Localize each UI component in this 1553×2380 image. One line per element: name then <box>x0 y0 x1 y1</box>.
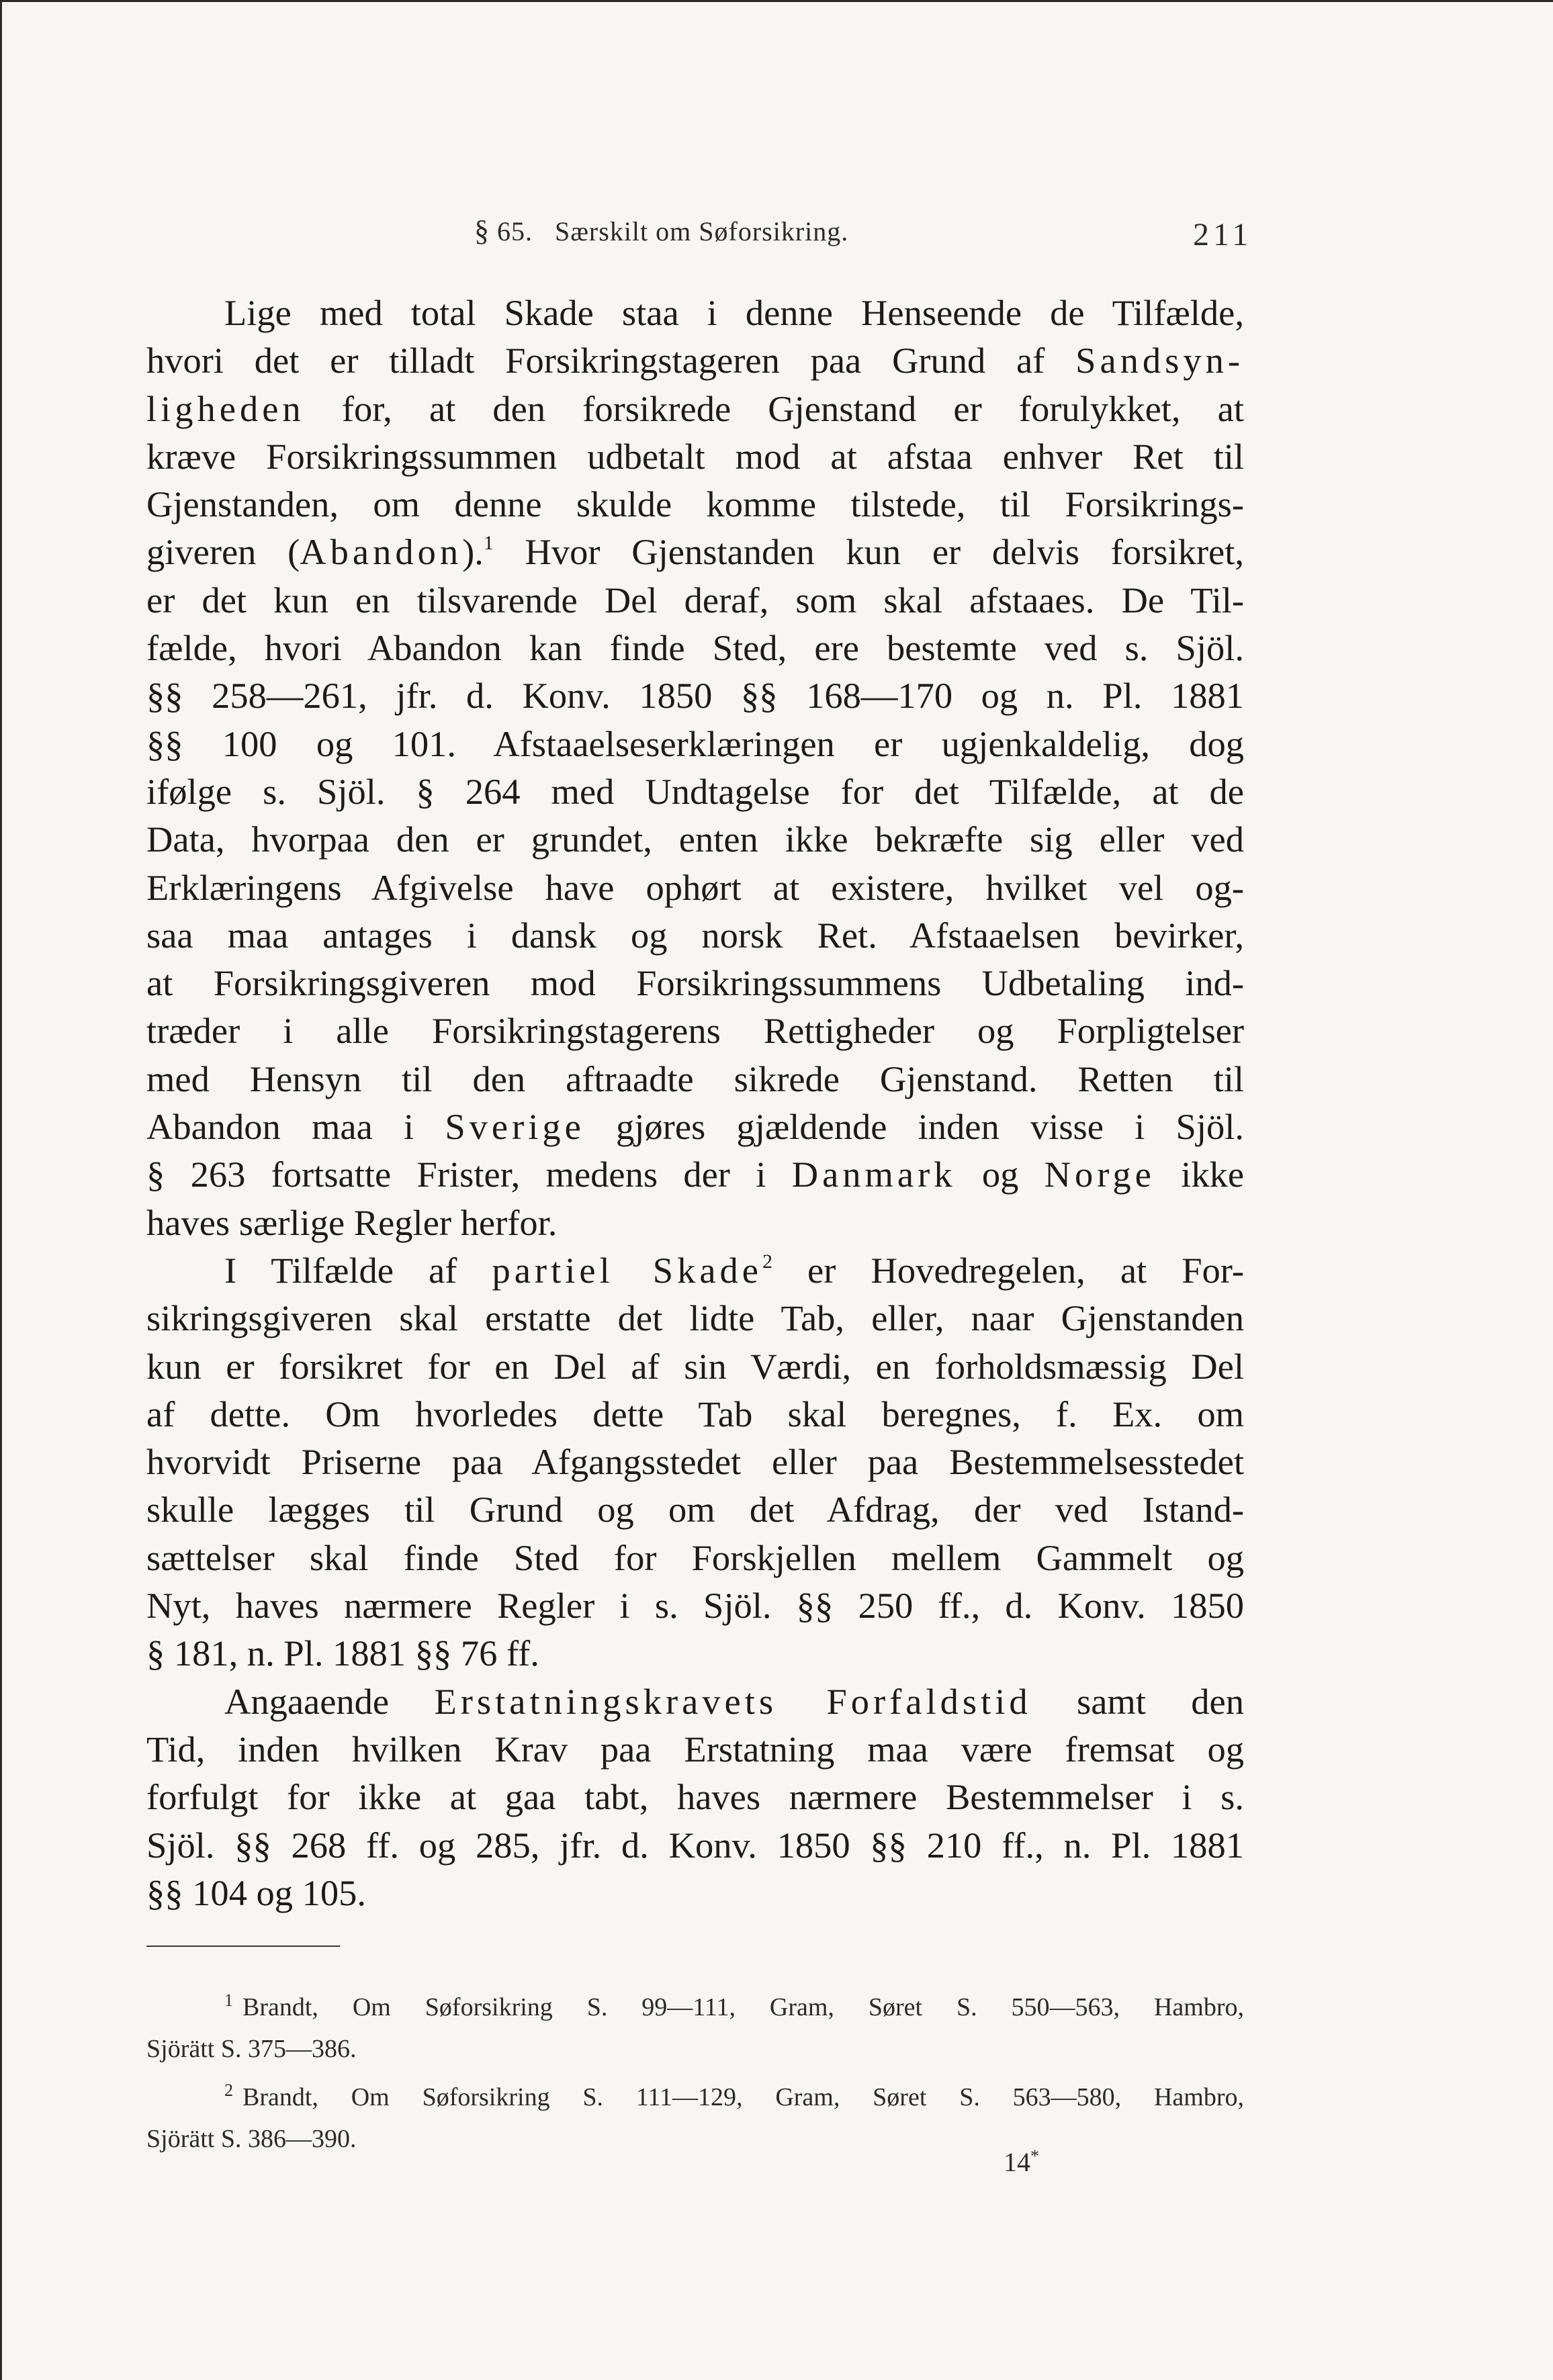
text-line: Abandon maa i Sverige gjøres gjældende inden visse i Sjöl. <box>146 1106 1244 1148</box>
text-line: hvorvidt Priserne paa Afgangsstedet eller paa Bestemmelsesstedet <box>146 1441 1244 1483</box>
footnote-line: Sjörätt S. 375—386. <box>146 2035 357 2063</box>
text-line: ifølge s. Sjöl. § 264 med Undtagelse for det Tilfælde, at de <box>146 770 1244 812</box>
text-line: saa maa antages i dansk og norsk Ret. Afstaaelsen bevirker, <box>146 914 1244 956</box>
footnote-marker: 2 <box>224 2080 233 2100</box>
signature-number: 14 <box>1004 2147 1030 2177</box>
text-line: er det kun en tilsvarende Del deraf, som skal afstaaes. De Til- <box>146 579 1244 621</box>
emphasis-sverige: Sverige <box>445 1106 585 1148</box>
text-line: forfulgt for ikke at gaa tabt, haves nærmere Bestemmelser i s. <box>146 1776 1244 1818</box>
text-line: kræve Forsikringssummen udbetalt mod at afstaa enhver Ret til <box>146 435 1244 477</box>
footnote-line: Sjörätt S. 386—390. <box>146 2125 357 2153</box>
text-line: I Tilfælde af partiel Skade$^2$ er Hovedregelen, at For- <box>224 1249 1244 1291</box>
footnote-marker: 1 <box>224 1990 233 2010</box>
text-line: Angaaende Erstatningskravets Forfaldstid samt den <box>224 1680 1244 1722</box>
text-line: Erklæringens Afgivelse have ophørt at existere, hvilket vel og- <box>146 866 1244 908</box>
text-line: træder i alle Forsikringstagerens Rettigheder og Forpligtelser <box>146 1010 1244 1052</box>
emphasis-danmark: Danmark <box>791 1154 957 1195</box>
text-line: Gjenstanden, om denne skulde komme tilstede, til Forsikrings- <box>146 484 1244 525</box>
text-line: Lige med total Skade staa i denne Henseende de Tilfælde, <box>224 292 1244 333</box>
text-line: af dette. Om hvorledes dette Tab skal beregnes, f. Ex. om <box>146 1393 1244 1434</box>
text-line: kun er forsikret for en Del af sin Værdi, en forholdsmæssig Del <box>146 1345 1244 1387</box>
text-line: Sjöl. §§ 268 ff. og 285, jfr. d. Konv. 1850 §§ 210 ff., n. Pl. 1881 <box>146 1824 1244 1866</box>
emphasis-abandon: Abandon <box>300 531 463 573</box>
page-number: 211 <box>1193 217 1253 253</box>
text-line: sættelser skal finde Sted for Forskjellen mellem Gammelt og <box>146 1537 1244 1578</box>
section-mark: § <box>474 214 490 247</box>
text-line: §§ 100 og 101. Afstaaelseserklæringen er ugjenkaldelig, dog <box>146 723 1244 764</box>
text-line: haves særlige Regler herfor. <box>146 1201 558 1243</box>
text-line: § 181, n. Pl. 1881 §§ 76 ff. <box>146 1633 539 1674</box>
emphasis-forfaldstid: Erstatningskravets Forfaldstid <box>434 1680 1032 1722</box>
paragraph-3 <box>146 1678 1244 1917</box>
text-line: fælde, hvori Abandon kan finde Sted, ere bestemte ved s. Sjöl. <box>146 627 1244 669</box>
text-line: giveren (Abandon).$^1$ Hvor Gjenstanden kun er delvis forsikret, <box>146 531 1244 573</box>
text-line: hvori det er tilladt Forsikringstageren paa Grund af Sandsyn- <box>146 340 1244 381</box>
footnote-ref-1: 1 <box>483 532 494 555</box>
emphasis-partiel-skade: partiel Skade <box>492 1249 762 1291</box>
paragraph-1 <box>146 289 1244 1246</box>
footnotes <box>146 1980 1244 2160</box>
running-header <box>0 214 1553 254</box>
text-line: §§ 104 og 105. <box>146 1872 366 1913</box>
text-line: ligheden for, at den forsikrede Gjenstand er forulykket, at <box>146 387 1244 429</box>
signature-mark: * <box>1030 2146 1039 2166</box>
section-number: 65. <box>497 216 533 246</box>
printer-signature <box>1004 2146 1039 2178</box>
text-line: at Forsikringsgiveren mod Forsikringssummens Udbetaling ind- <box>146 962 1244 1004</box>
text-line: Nyt, haves nærmere Regler i s. Sjöl. §§ 250 ff., d. Konv. 1850 <box>146 1585 1244 1627</box>
paragraph-2 <box>146 1246 1244 1678</box>
footnote-2 <box>146 2070 1244 2160</box>
text-line: med Hensyn til den aftraadte sikrede Gjenstand. Retten til <box>146 1058 1244 1099</box>
header-title <box>474 214 848 248</box>
text-line: skulle lægges til Grund og om det Afdrag, der ved Istand- <box>146 1489 1244 1530</box>
emphasis-norge: Norge <box>1044 1154 1155 1195</box>
text-line: sikringsgiveren skal erstatte det lidte Tab, eller, naar Gjenstanden <box>146 1297 1244 1339</box>
text-line: §§ 258—261, jfr. d. Konv. 1850 §§ 168—170 og n. Pl. 1881 <box>146 675 1244 717</box>
footnote-ref-2: 2 <box>762 1250 772 1273</box>
text-line: Data, hvorpaa den er grundet, enten ikke bekræfte sig eller ved <box>146 819 1244 860</box>
text-line: § 263 fortsatte Frister, medens der i Danmark og Norge ikke <box>146 1154 1245 1195</box>
footnote-line: $^2$ Brandt, Om Søforsikring S. 111—129, Gram, Søret S. 563—580, Hambro, <box>224 2080 1244 2111</box>
main-text <box>146 289 1244 1917</box>
header-title-text: Særskilt om Søforsikring. <box>555 216 849 246</box>
footnote-divider <box>146 1946 340 1947</box>
footnote-line: $^1$ Brandt, Om Søforsikring S. 99—111, Gram, Søret S. 550—563, Hambro, <box>224 1990 1244 2021</box>
footnote-1 <box>146 1980 1244 2070</box>
text-line: Tid, inden hvilken Krav paa Erstatning maa være fremsat og <box>146 1728 1244 1770</box>
